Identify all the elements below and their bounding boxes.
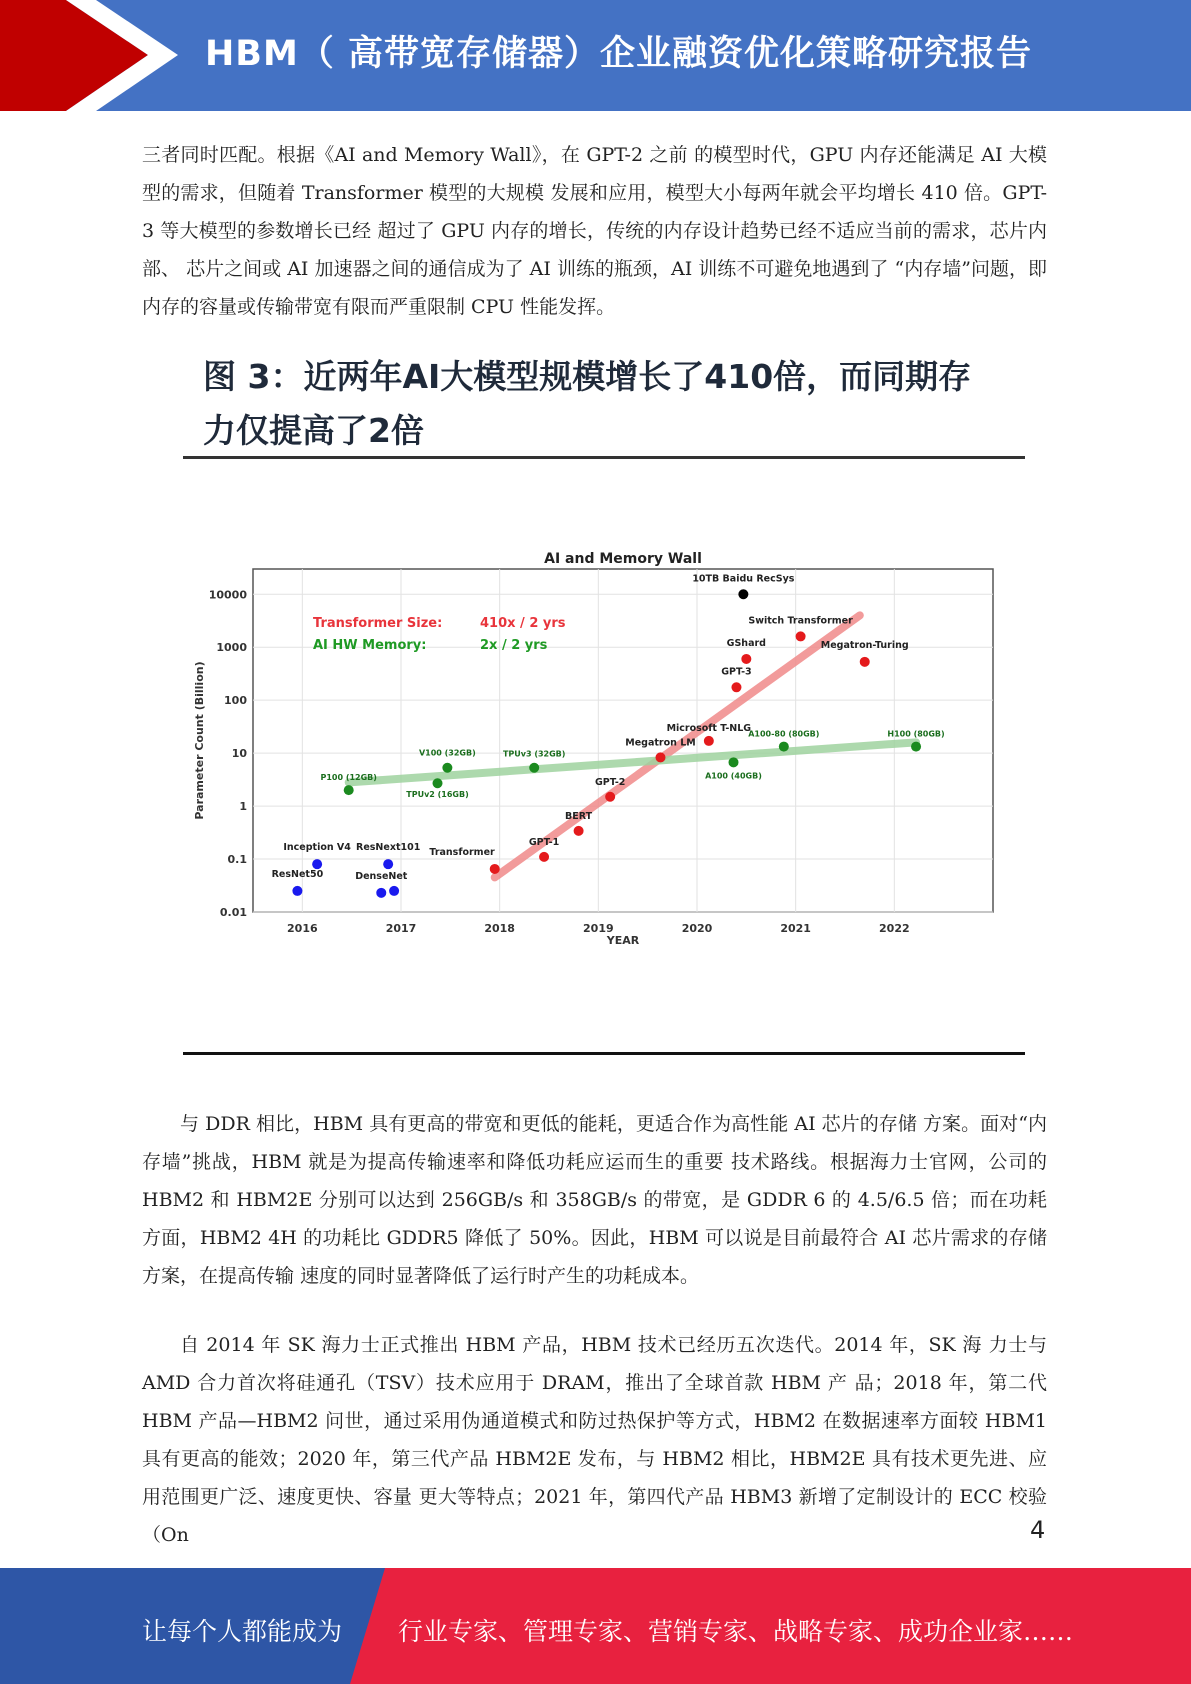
data-point-label: A100-80 (80GB) xyxy=(748,729,820,739)
x-tick-label: 2018 xyxy=(484,922,515,935)
data-point xyxy=(655,752,665,762)
data-point xyxy=(292,886,302,896)
y-tick-label: 0.1 xyxy=(227,853,247,867)
y-tick-label: 10000 xyxy=(208,588,247,602)
data-point-label: DenseNet xyxy=(355,870,408,882)
x-tick-label: 2021 xyxy=(780,922,811,935)
y-tick-label: 0.01 xyxy=(219,906,247,919)
legend-rate: 2x / 2 yrs xyxy=(480,638,548,653)
data-point xyxy=(704,736,714,746)
page-footer xyxy=(0,1568,1191,1684)
footer-slogan-left: 让每个人都能成为 xyxy=(142,1617,343,1646)
data-point xyxy=(433,778,443,788)
footer-slogan-right: 行业专家、管理专家、营销专家、战略专家、成功企业家…… xyxy=(398,1617,1074,1646)
y-axis-label: Parameter Count (Billion) xyxy=(193,661,206,820)
figure-bottom-rule xyxy=(183,1052,1025,1055)
data-point xyxy=(729,757,739,767)
y-tick-label: 10 xyxy=(231,747,247,761)
data-point-label: BERT xyxy=(565,810,593,822)
data-point-label: GPT-2 xyxy=(594,776,626,788)
legend-rate: 410x / 2 yrs xyxy=(480,616,566,631)
data-point xyxy=(860,657,870,667)
data-point xyxy=(796,631,806,641)
x-tick-label: 2017 xyxy=(385,922,417,935)
ai-memory-wall-chart xyxy=(180,534,1026,1024)
data-point xyxy=(741,654,751,664)
data-point-label: ResNet50 xyxy=(271,868,324,880)
data-point-label: A100 (40GB) xyxy=(705,771,762,781)
data-point-label: GPT-1 xyxy=(528,836,560,848)
body-paragraph-3: 自 2014 年 SK 海力士正式推出 HBM 产品，HBM 技术已经历五次迭代。2014 年，SK 海 力士与 AMD 合力首次将硅通孔（TSV）技术应用于 DRAM，推出了全球首款 HBM 产 品；2018 年，第二代 HBM 产品—HBM2 问世，通过采用伪通道模式和防过热保护等方式，HBM2 在数据速率方面较 HBM1 具有更高的能效；2020 年，第三代产品 HBM2E 发布，与 HBM2 相比，HBM2E 具有技术更先进、应用范围更广泛、速度更快、容量 更大等特点；2021 年，第四代产品 HBM3 新增了定制设计的 ECC 校验（On xyxy=(142,1334,1047,1546)
data-point-label: P100 (12GB) xyxy=(320,773,377,783)
data-point xyxy=(529,763,539,773)
legend-label: AI HW Memory: xyxy=(313,638,427,653)
data-point xyxy=(389,886,399,896)
data-point-label: TPUv2 (16GB) xyxy=(406,790,469,800)
legend-label: Transformer Size: xyxy=(313,616,443,631)
data-point-label: H100 (80GB) xyxy=(887,729,945,739)
data-point-label: Megatron LM xyxy=(625,737,696,749)
report-title: HBM（ 高带宽存储器）企业融资优化策略研究报告 xyxy=(205,34,1032,74)
data-point xyxy=(312,859,322,869)
y-tick-label: 100 xyxy=(224,694,247,708)
data-point xyxy=(911,742,921,752)
data-point xyxy=(344,785,354,795)
data-point xyxy=(376,888,386,898)
figure-3 xyxy=(180,344,1026,1056)
figure-caption: 图 3：近两年AI大模型规模增长了410倍，而同期存力仅提高了2倍 xyxy=(203,357,972,450)
data-point-label: TPUv3 (32GB) xyxy=(502,749,566,759)
data-point-label: GShard xyxy=(726,637,766,649)
chart-title: AI and Memory Wall xyxy=(544,551,702,567)
body-paragraph-1: 三者同时匹配。根据《AI and Memory Wall》，在 GPT-2 之前 的模型时代，GPU 内存还能满足 AI 大模型的需求，但随着 Transformer 模型的大规模 发展和应用，模型大小每两年就会平均增长 410 倍。GPT-3 等大模型的参数增长已经 超过了 GPU 内存的增长，传统的内存设计趋势已经不适应当前的需求，芯片内部、 芯片之间或 AI 加速器之间的通信成为了 AI 训练的瓶颈，AI 训练不可避免地遇到了 “内存墙”问题，即内存的容量或传输带宽有限而严重限制 CPU 性能发挥。 xyxy=(142,144,1047,318)
data-point-label: V100 (32GB) xyxy=(418,748,476,758)
data-point-label: 10TB Baidu RecSys xyxy=(692,573,795,585)
y-tick-label: 1 xyxy=(239,800,247,814)
data-point xyxy=(383,859,393,869)
x-tick-label: 2016 xyxy=(287,922,318,935)
x-tick-label: 2020 xyxy=(681,922,713,935)
x-axis-label: YEAR xyxy=(606,934,640,947)
data-point-label: Transformer xyxy=(429,846,495,858)
data-point xyxy=(574,826,584,836)
data-point-label: Inception V4 xyxy=(283,842,351,854)
data-point xyxy=(490,864,500,874)
data-point xyxy=(442,763,452,773)
body-paragraph-2: 与 DDR 相比，HBM 具有更高的带宽和更低的能耗，更适合作为高性能 AI 芯片的存储 方案。面对“内存墙”挑战，HBM 就是为提高传输速率和降低功耗应运而生的重要 技术路线。根据海力士官网，公司的 HBM2 和 HBM2E 分别可以达到 256GB/s 和 358GB/s 的带宽，是 GDDR 6 的 4.5/6.5 倍；而在功耗方面，HBM2 4H 的功耗比 GDDR5 降低了 50%。因此，HBM 可以说是目前最符合 AI 芯片需求的存储方案，在提高传输 速度的同时显著降低了运行时产生的功耗成本。 xyxy=(142,1113,1047,1287)
data-point xyxy=(605,792,615,802)
x-tick-label: 2022 xyxy=(879,922,910,935)
figure-top-rule xyxy=(183,456,1025,459)
data-point xyxy=(731,682,741,692)
y-tick-label: 1000 xyxy=(216,641,247,655)
data-point-label: GPT-3 xyxy=(721,666,752,678)
page-number: 4 xyxy=(1030,1516,1046,1544)
data-point-label: Microsoft T-NLG xyxy=(666,722,752,734)
data-point xyxy=(539,852,549,862)
data-point-label: ResNext101 xyxy=(356,842,421,854)
page-header xyxy=(0,0,1191,111)
data-point xyxy=(779,742,789,752)
x-tick-label: 2019 xyxy=(583,922,614,935)
data-point-label: Switch Transformer xyxy=(748,615,853,627)
data-point-label: Megatron-Turing xyxy=(820,639,909,651)
data-point xyxy=(738,589,748,599)
